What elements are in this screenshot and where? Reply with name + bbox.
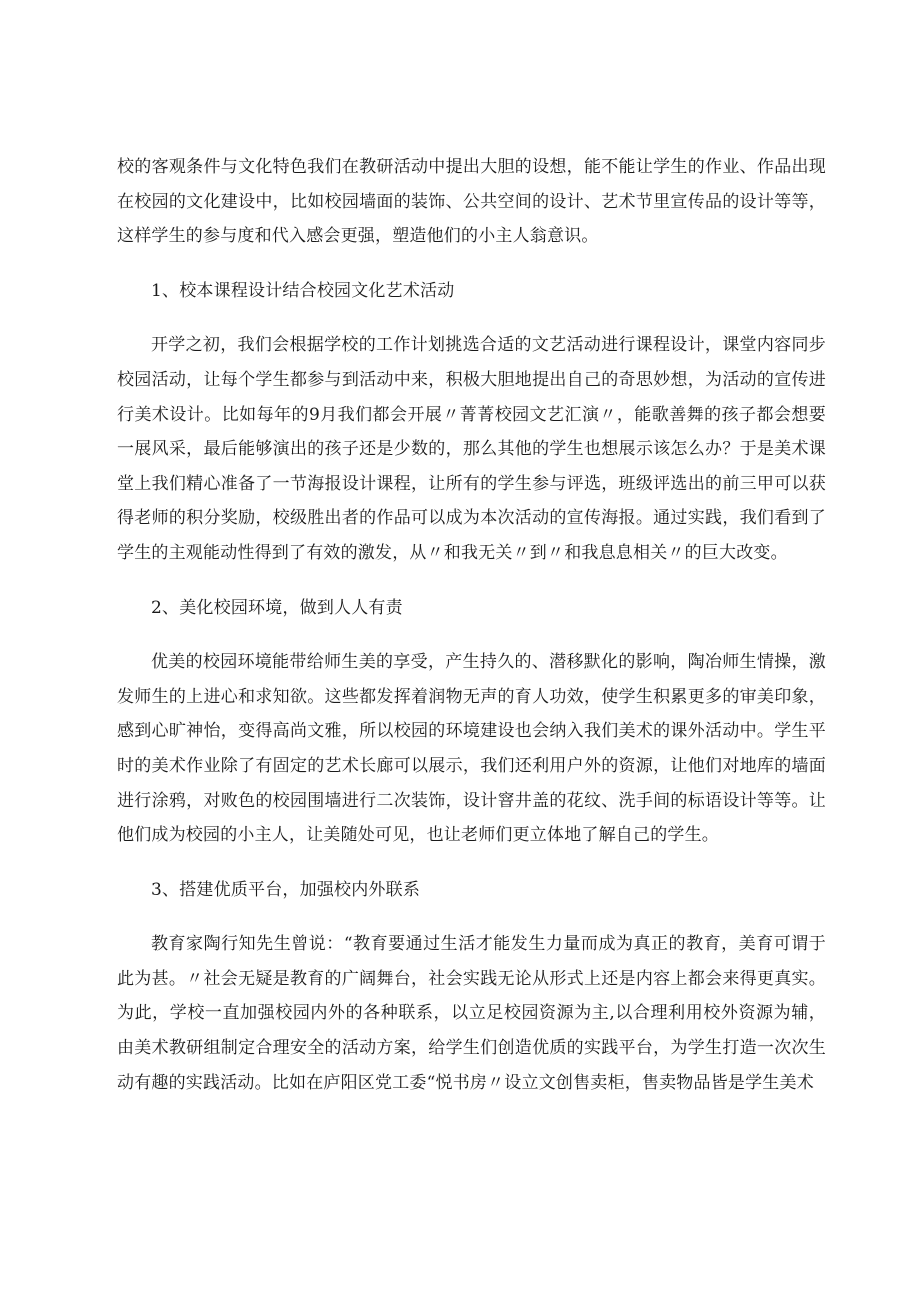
section-body-2: 优美的校园环境能带给师生美的享受，产生持久的、潜移默化的影响，陶冶师生情操，激发师生的上进心和求知欲。这些都发挥着润物无声的育人功效，使学生积累更多的审美印象，感到心旷神怡，变得高尚文雅，所以校园的环境建设也会纳入我们美术的课外活动中。学生平时的美术作业除了有固定的艺术长廊可以展示，我们还利用户外的资源，让他们对地库的墙面进行涂鸦，对败色的校园围墙进行二次装饰，设计窨井盖的花纹、洗手间的标语设计等等。让他们成为校园的小主人，让美随处可见，也让老师们更立体地了解自己的学生。 (117, 652, 826, 846)
section-body-1: 开学之初，我们会根据学校的工作计划挑选合适的文艺活动进行课程设计，课堂内容同步校园活动，让每个学生都参与到活动中来，积极大胆地提出自己的奇思妙想，为活动的宣传进行美术设计。比如每年的9月我们都会开展〃菁菁校园文艺汇演〃，能歌善舞的孩子都会想要一展风采，最后能够演出的孩子还是少数的，那么其他的学生也想展示该怎么办？于是美术课堂上我们精心准备了一节海报设计课程，让所有的学生参与评选，班级评选出的前三甲可以获得老师的积分奖励，校级胜出者的作品可以成为本次活动的宣传海报。通过实践，我们看到了学生的主观能动性得到了有效的激发，从〃和我无关〃到〃和我息息相关〃的巨大改变。 (117, 335, 826, 563)
section-body-3: 教育家陶行知先生曾说：“教育要通过生活才能发生力量而成为真正的教育，美育可谓于此为甚。〃社会无疑是教育的广阔舞台，社会实践无论从形式上还是内容上都会来得更真实。为此，学校一直加强校园内外的各种联系，以立足校园资源为主,以合理利用校外资源为辅，由美术教研组制定合理安全的活动方案，给学生们创造优质的实践平台，为学生打造一次次生动有趣的实践活动。比如在庐阳区党工委“悦书房〃设立文创售卖柜，售卖物品皆是学生美术 (117, 934, 826, 1093)
continuation-paragraph: 校的客观条件与文化特色我们在教研活动中提出大胆的设想，能不能让学生的作业、作品出现在校园的文化建设中，比如校园墙面的装饰、公共空间的设计、艺术节里宣传品的设计等等，这样学生的参与度和代入感会更强，塑造他们的小主人翁意识。 (117, 157, 826, 247)
section-heading-3: 3、搭建优质平台，加强校内外联系 (151, 879, 421, 900)
section-heading-1: 1、校本课程设计结合校园文化艺术活动 (151, 280, 455, 301)
section-heading-2: 2、美化校园环境，做到人人有责 (151, 597, 403, 618)
